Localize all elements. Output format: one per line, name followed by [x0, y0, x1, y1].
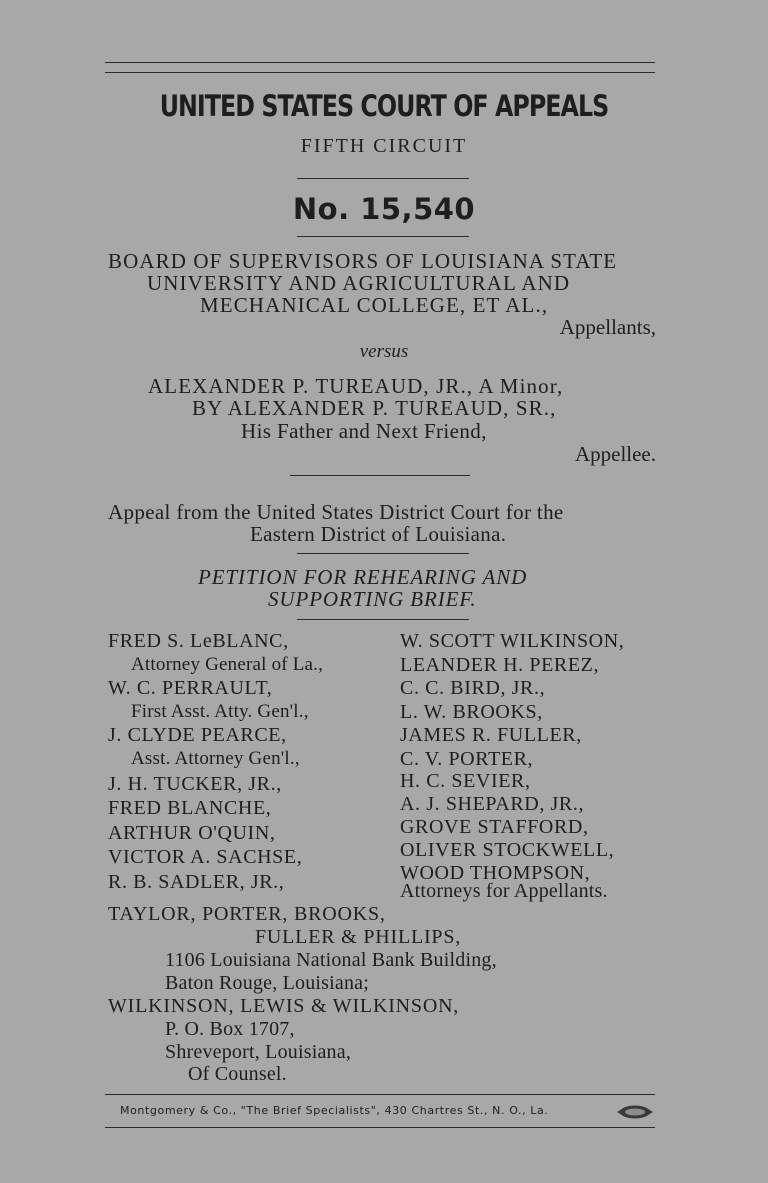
attorney-name: W. SCOTT WILKINSON, — [400, 630, 625, 652]
circuit-label: FIFTH CIRCUIT — [300, 135, 468, 157]
attorney-name: W. C. PERRAULT, — [108, 677, 273, 699]
attorney-name: H. C. SEVIER, — [400, 770, 531, 792]
top-rule-2 — [105, 72, 655, 73]
attorney-name: OLIVER STOCKWELL, — [400, 839, 615, 861]
attorneys-role: Attorneys for Appellants. — [400, 880, 608, 902]
attorney-name: LEANDER H. PEREZ, — [400, 654, 600, 676]
attorney-name: A. J. SHEPARD, JR., — [400, 793, 585, 815]
divider-1 — [297, 178, 469, 179]
court-title: UNITED STATES COURT OF APPEALS — [159, 89, 609, 123]
attorneys-right-column — [400, 630, 660, 902]
appeal-line-1: Appeal from the United States District Court for the — [108, 500, 564, 524]
attorney-name: R. B. SADLER, JR., — [108, 871, 285, 893]
attorney-name: FRED BLANCHE, — [108, 797, 272, 819]
attorney-title: First Asst. Atty. Gen'l., — [131, 701, 309, 722]
attorney-name: C. V. PORTER, — [400, 748, 534, 770]
appellants-role: Appellants, — [559, 315, 656, 339]
divider-2 — [297, 236, 469, 237]
attorney-name: L. W. BROOKS, — [400, 701, 543, 723]
attorney-name: GROVE STAFFORD, — [400, 816, 589, 838]
appellants-line-2: UNIVERSITY AND AGRICULTURAL AND — [147, 271, 571, 295]
appellee-line-1: ALEXANDER P. TUREAUD, JR., A Minor, — [148, 374, 564, 398]
appellants-line-1: BOARD OF SUPERVISORS OF LOUISIANA STATE — [108, 249, 618, 273]
attorney-name: ARTHUR O'QUIN, — [108, 822, 276, 844]
firm-1-address-2: Baton Rouge, Louisiana; — [165, 972, 370, 994]
divider-3 — [290, 475, 470, 476]
firm-1-line-2: FULLER & PHILLIPS, — [255, 926, 462, 948]
footer-rule-top — [105, 1094, 655, 1095]
printer-emblem-icon — [615, 1103, 655, 1121]
attorney-name: VICTOR A. SACHSE, — [108, 846, 303, 868]
printer-credit: Montgomery & Co., "The Brief Specialists", 430 Chartres St., N. O., La. — [120, 1104, 549, 1117]
top-rule-1 — [105, 62, 655, 63]
divider-5 — [297, 619, 469, 620]
attorney-name: JAMES R. FULLER, — [400, 724, 582, 746]
firm-2-address-1: P. O. Box 1707, — [165, 1018, 295, 1040]
appellants-line-3: MECHANICAL COLLEGE, ET AL., — [200, 293, 549, 317]
of-counsel-label: Of Counsel. — [188, 1063, 287, 1085]
attorney-title: Asst. Attorney Gen'l., — [131, 748, 300, 769]
appellee-role: Appellee. — [574, 442, 656, 466]
attorneys-left-column — [108, 631, 398, 895]
attorney-name: WOOD THOMPSON, — [400, 862, 591, 884]
appeal-line-2: Eastern District of Louisiana. — [250, 522, 507, 546]
attorney-name: J. H. TUCKER, JR., — [108, 773, 282, 795]
attorney-name: FRED S. LeBLANC, — [108, 630, 289, 652]
firm-2-address-2: Shreveport, Louisiana, — [165, 1041, 352, 1063]
attorney-name: J. CLYDE PEARCE, — [108, 724, 287, 746]
petition-line-2: SUPPORTING BRIEF. — [268, 587, 477, 611]
case-number: No. 15,540 — [292, 192, 476, 226]
attorney-name: C. C. BIRD, JR., — [400, 677, 546, 699]
divider-4 — [297, 553, 469, 554]
firm-2-line-1: WILKINSON, LEWIS & WILKINSON, — [108, 995, 460, 1017]
appellee-line-2: BY ALEXANDER P. TUREAUD, SR., — [192, 396, 557, 420]
attorney-title: Attorney General of La., — [131, 654, 324, 675]
firm-1-address-1: 1106 Louisiana National Bank Building, — [165, 949, 497, 971]
petition-line-1: PETITION FOR REHEARING AND — [198, 565, 528, 589]
versus-label: versus — [359, 341, 409, 362]
firm-1-line-1: TAYLOR, PORTER, BROOKS, — [108, 903, 386, 925]
appellee-line-3: His Father and Next Friend, — [241, 419, 487, 443]
footer-rule-bottom — [105, 1127, 655, 1128]
